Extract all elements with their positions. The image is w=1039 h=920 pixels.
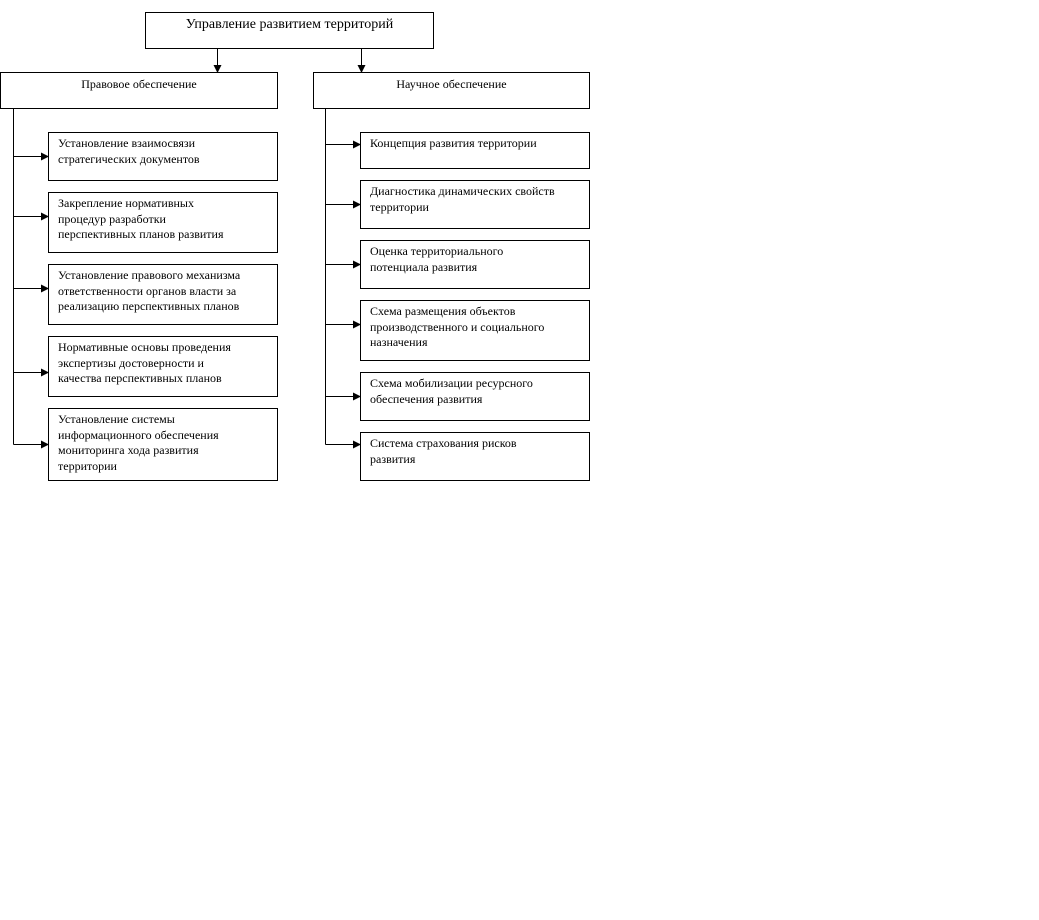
legal-item: Установление взаимосвязи стратегических документов (48, 132, 278, 181)
root-node: Управление развитием территорий (145, 12, 434, 49)
scientific-item: Диагностика динамических свойств территории (360, 180, 590, 229)
branch-scientific-support: Научное обеспечение (313, 72, 590, 109)
legal-item: Установление правового механизма ответственности органов власти за реализацию перспективных планов (48, 264, 278, 325)
scientific-item: Концепция развития территории (360, 132, 590, 169)
legal-item: Установление системы информационного обеспечения мониторинга хода развития территории (48, 408, 278, 481)
scientific-item: Схема размещения объектов производственного и социального назначения (360, 300, 590, 361)
scientific-item: Система страхования рисков развития (360, 432, 590, 481)
legal-item: Закрепление нормативных процедур разработки перспективных планов развития (48, 192, 278, 253)
legal-item: Нормативные основы проведения экспертизы достоверности и качества перспективных планов (48, 336, 278, 397)
branch-legal-support: Правовое обеспечение (0, 72, 278, 109)
scientific-item: Схема мобилизации ресурсного обеспечения развития (360, 372, 590, 421)
scientific-item: Оценка территориального потенциала развития (360, 240, 590, 289)
